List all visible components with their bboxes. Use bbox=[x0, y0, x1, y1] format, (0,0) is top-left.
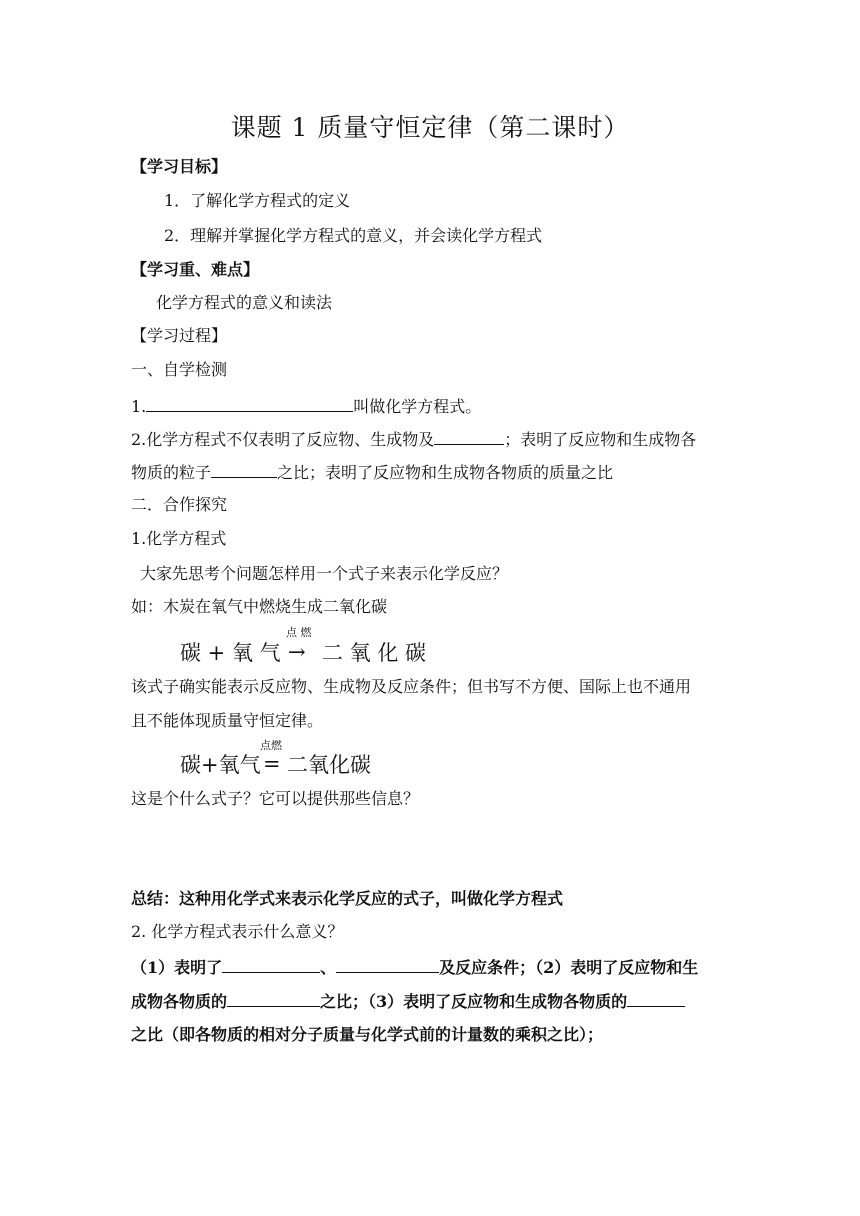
meaning-line-2-a: 成物各物质的 bbox=[131, 992, 228, 1011]
summary-text: 总结：这种用化学式来表示化学反应的式子，叫做化学方程式 bbox=[131, 889, 564, 908]
self-check-heading: 一、自学检测 bbox=[131, 360, 228, 379]
comment-line-2: 且不能体现质量守恒定律。 bbox=[131, 711, 324, 730]
question-2-line-2-prefix: 物质的粒子 bbox=[131, 463, 212, 482]
subsection-equation: 1.化学方程式 bbox=[131, 529, 227, 548]
question-2-line-2 bbox=[131, 462, 613, 483]
meaning-line-3: 之比（即各物质的相对分子质量与化学式前的计量数的乘积之比）； bbox=[131, 1025, 604, 1044]
answer-blank[interactable] bbox=[146, 396, 353, 412]
answer-blank[interactable] bbox=[336, 957, 439, 973]
question-2-suffix: ；表明了反应物和生成物各 bbox=[504, 430, 697, 449]
answer-blank[interactable] bbox=[627, 991, 685, 1007]
meaning-line-1-a: （1）表明了 bbox=[131, 958, 223, 977]
answer-blank[interactable] bbox=[227, 991, 320, 1007]
answer-blank[interactable] bbox=[434, 429, 504, 445]
goal-item-2: 2．理解并掌握化学方程式的意义，并会读化学方程式 bbox=[164, 226, 543, 245]
meaning-line-2 bbox=[131, 991, 685, 1012]
answer-blank[interactable] bbox=[222, 957, 320, 973]
comment-line-1: 该式子确实能表示反应物、生成物及反应条件；但书写不方便、国际上也不通用 bbox=[131, 677, 692, 696]
question-1-prefix: 1. bbox=[131, 397, 147, 416]
reaction-condition: 点 燃 bbox=[286, 626, 312, 639]
question-2-line-2-suffix: 之比；表明了反应物和生成物各物质的质量之比 bbox=[277, 463, 614, 482]
goals-heading: 【学习目标】 bbox=[131, 157, 228, 176]
word-equation-left: 碳+氧气 bbox=[180, 753, 261, 777]
page-title: 课题 1 质量守恒定律（第二课时） bbox=[230, 113, 630, 142]
key-points-heading: 【学习重、难点】 bbox=[131, 260, 260, 279]
goal-item-1: 1．了解化学方程式的定义 bbox=[164, 191, 351, 210]
question-2-text: 这是个什么式子？它可以提供那些信息？ bbox=[131, 789, 420, 808]
subsection-meaning: 2. 化学方程式表示什么意义？ bbox=[131, 922, 344, 941]
question-2-prefix: 2.化学方程式不仅表明了反应物、生成物及 bbox=[131, 430, 435, 449]
reaction-condition: 点燃 bbox=[260, 739, 282, 752]
word-equation-right: 二 氧 化 碳 bbox=[322, 641, 427, 665]
cooperate-heading: 二．合作探究 bbox=[131, 495, 228, 514]
question-text: 大家先思考个问题怎样用一个式子来表示化学反应？ bbox=[140, 564, 509, 583]
question-1-suffix: 叫做化学方程式。 bbox=[353, 397, 482, 416]
word-equation-right: 二氧化碳 bbox=[287, 753, 371, 777]
equals-sign: = bbox=[263, 752, 281, 776]
meaning-line-1 bbox=[131, 957, 698, 978]
process-heading: 【学习过程】 bbox=[131, 326, 228, 345]
meaning-line-2-b: 之比；（3）表明了反应物和生成物各物质的 bbox=[320, 992, 628, 1011]
answer-blank[interactable] bbox=[211, 462, 277, 478]
reaction-arrow: → bbox=[288, 640, 306, 664]
key-points-text: 化学方程式的意义和读法 bbox=[156, 293, 333, 312]
question-1 bbox=[131, 396, 481, 417]
meaning-line-1-c: 及反应条件；（2）表明了反应物和生 bbox=[439, 958, 699, 977]
word-equation-left: 碳 + 氧 气 bbox=[180, 641, 281, 665]
meaning-line-1-b: 、 bbox=[320, 958, 337, 977]
question-2-line-1 bbox=[131, 429, 696, 450]
example-text: 如：木炭在氧气中燃烧生成二氧化碳 bbox=[131, 597, 388, 616]
